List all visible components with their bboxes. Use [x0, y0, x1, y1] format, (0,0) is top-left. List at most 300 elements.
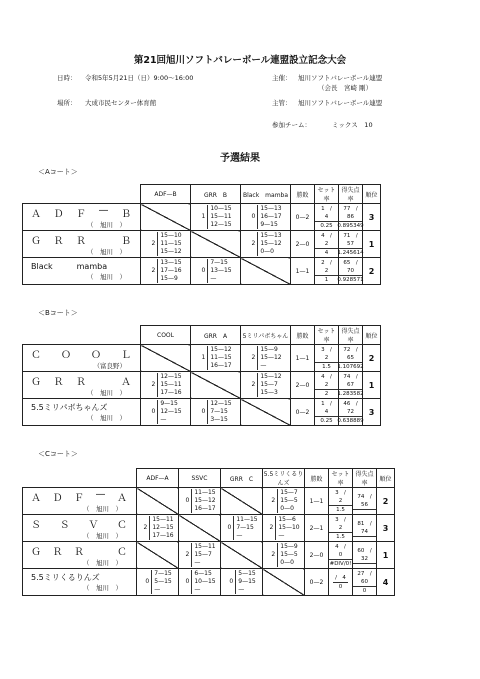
sets-won: 1 [201, 213, 206, 220]
point-rate-cell [339, 204, 363, 231]
sets-won: 2 [271, 497, 276, 504]
match-cell [241, 231, 291, 258]
match-score [241, 205, 290, 229]
set-rate-value: 1 [324, 276, 329, 283]
set-score: — [260, 362, 267, 369]
teams-label: 参加チーム： [272, 121, 311, 129]
column-header: COOL [141, 326, 191, 345]
team-name-char: Ｇ [31, 547, 42, 558]
team-name-char: — [95, 489, 107, 500]
match-cell [221, 515, 263, 542]
set-score: — [194, 586, 201, 593]
win-loss: 1—1 [291, 345, 315, 372]
match-cell [179, 542, 221, 569]
match-cell [241, 204, 291, 231]
point-rate-cell [353, 515, 377, 542]
set-score: 0—0 [280, 559, 294, 566]
corner-cell [23, 185, 141, 204]
team-name-char: Ｌ [121, 350, 132, 361]
stat-header: 勝敗 [305, 469, 329, 488]
set-rate [329, 489, 352, 514]
sets-won: 0 [227, 524, 232, 531]
point-rate [339, 373, 362, 398]
set-score: 9—15 [238, 578, 256, 585]
sets-won: 1 [201, 354, 206, 361]
set-score: 16—17 [194, 505, 216, 512]
team-name-char: Ｒ [52, 547, 64, 558]
set-rate-cell [315, 399, 339, 426]
stat-header: 順位 [363, 326, 381, 345]
team-name-char: Ｏ [61, 350, 72, 361]
match-score [191, 346, 240, 370]
header-row [23, 185, 381, 204]
sets-won: 0 [201, 267, 206, 274]
set-score: 0—0 [280, 505, 294, 512]
set-rate-cell [315, 372, 339, 399]
match-cell [263, 542, 305, 569]
team-name [23, 205, 140, 220]
set-score: 17—16 [152, 532, 174, 539]
set-score: 15—10 [160, 232, 182, 239]
point-rate [339, 400, 362, 425]
team-name-char: Ｇ [31, 377, 42, 388]
sets-won: 2 [151, 240, 156, 247]
point-rate-cell [339, 231, 363, 258]
set-scores [277, 489, 297, 513]
corner-cell [23, 469, 137, 488]
set-rate-cell [315, 345, 339, 372]
team-name-cell [23, 569, 137, 596]
team-name [23, 489, 136, 504]
set-scores [257, 346, 281, 370]
team-name-char: Ａ [121, 377, 132, 388]
rank: 3 [377, 515, 395, 542]
match-cell [191, 399, 241, 426]
document-title: 第21回旭川ソフトバレーボール連盟設立記念大会 [133, 55, 347, 66]
sets-won: 2 [251, 240, 256, 247]
set-scores [233, 516, 257, 540]
point-rate-cell [339, 399, 363, 426]
win-loss: 2—0 [305, 542, 329, 569]
team-name [23, 346, 140, 361]
column-header: ADF—A [137, 469, 179, 488]
sets-won: 2 [251, 354, 256, 361]
team-name-char: Ｄ [52, 493, 64, 504]
set-score: 15—12 [194, 497, 216, 504]
set-score: 7—15 [236, 524, 254, 531]
set-rate-value: 2 [324, 390, 329, 397]
self-match-cell [263, 569, 305, 596]
set-score: 15—13 [260, 205, 282, 212]
set-rate-cell [329, 542, 353, 569]
organizer-label: 主催： [272, 74, 292, 82]
set-rate-cell [315, 231, 339, 258]
self-match-cell [221, 542, 263, 569]
point-rate-value: 0.638889 [337, 417, 364, 424]
sets-won: 0 [251, 213, 256, 220]
set-score: 15—13 [260, 232, 282, 239]
win-loss: 0—2 [291, 399, 315, 426]
match-score [221, 516, 262, 540]
set-score: 7—15 [210, 408, 228, 415]
column-header: 5.5ミリくるりんズ [263, 469, 305, 488]
set-score: 12—15 [160, 373, 182, 380]
match-cell [263, 515, 305, 542]
match-score [191, 400, 240, 424]
set-ratio: 4 / 2 [315, 232, 338, 249]
header-row [23, 326, 381, 345]
rank: 1 [363, 231, 381, 258]
team-row [23, 569, 395, 596]
set-rate-cell [315, 258, 339, 285]
match-cell [179, 488, 221, 515]
set-rate-value: 1.5 [336, 533, 345, 540]
team-name-char [99, 232, 110, 247]
match-cell [141, 399, 191, 426]
set-score: 5—15 [238, 570, 256, 577]
point-rate-cell [353, 542, 377, 569]
organizer-sub: （会長 宮崎 剛） [318, 84, 373, 92]
set-score: 15—12 [210, 346, 232, 353]
set-score: 12—15 [210, 221, 232, 228]
match-score [191, 259, 240, 283]
set-score: 15—9 [280, 543, 298, 550]
self-match-cell [137, 488, 179, 515]
match-score [191, 205, 240, 229]
set-score: 12—15 [152, 524, 174, 531]
set-rate [315, 259, 338, 284]
match-score [141, 232, 190, 256]
point-rate-cell [339, 345, 363, 372]
point-rate-value: 0.895349 [337, 222, 364, 229]
date-value: 令和5年5月21日（日）9:00～16:00 [85, 74, 194, 82]
sets-won: 2 [185, 551, 190, 558]
set-scores [191, 570, 215, 594]
team-name-char: Ｂ [121, 236, 132, 247]
set-score: 15—6 [278, 516, 296, 523]
stat-header: 得失点率 [353, 469, 377, 488]
win-loss: 0—2 [291, 204, 315, 231]
sets-won: 0 [185, 578, 190, 585]
team-row [23, 345, 381, 372]
team-affiliation: （ 旭川 ） [87, 248, 126, 256]
set-score: 15—7 [194, 551, 212, 558]
set-score: 15—12 [260, 354, 282, 361]
win-loss: 1—1 [291, 258, 315, 285]
match-score [137, 570, 178, 594]
set-rate-value: #DIV/0! [329, 560, 352, 567]
team-name-cell [23, 231, 141, 258]
rank: 1 [363, 372, 381, 399]
match-cell [221, 569, 263, 596]
column-header: ADF—B [141, 185, 191, 204]
set-rate-value: 0.25 [320, 417, 333, 424]
set-score: 17—16 [160, 267, 182, 274]
results-table [22, 325, 381, 426]
column-header: SSVC [179, 469, 221, 488]
set-score: 11—15 [160, 240, 182, 247]
set-score: 15—7 [260, 381, 278, 388]
win-loss: 2—0 [291, 231, 315, 258]
set-scores [149, 516, 173, 540]
point-ratio: 74 / 56 [353, 493, 377, 510]
match-cell [241, 372, 291, 399]
sets-won: 0 [145, 578, 150, 585]
match-score [137, 516, 178, 540]
match-score [141, 373, 190, 397]
point-rate-cell [339, 372, 363, 399]
rank: 4 [377, 569, 395, 596]
match-score [179, 570, 220, 594]
set-score: 16—17 [210, 362, 232, 369]
sets-won: 2 [251, 381, 256, 388]
set-scores [207, 346, 231, 370]
set-rate-cell [329, 515, 353, 542]
set-scores [157, 259, 181, 283]
team-name-char [96, 543, 107, 558]
sets-won: 2 [269, 524, 274, 531]
team-name-cell [23, 258, 141, 285]
set-score: 15—11 [210, 213, 232, 220]
point-rate-value: 1.107692 [337, 363, 364, 370]
stat-header: 勝敗 [291, 185, 315, 204]
team-name-char: Ａ [31, 209, 42, 220]
team-name-char: Ｒ [76, 236, 87, 247]
point-ratio: 77 / 86 [339, 205, 363, 222]
win-loss: 2—0 [291, 372, 315, 399]
set-score: 9—15 [260, 221, 278, 228]
set-score: 13—15 [210, 267, 232, 274]
rank: 3 [363, 204, 381, 231]
team-name-char: Ｃ [116, 520, 128, 531]
team-name [23, 373, 140, 388]
host-value: 旭川ソフトバレーボール連盟 [298, 99, 383, 107]
sets-won: 0 [151, 408, 156, 415]
set-score: — [194, 559, 201, 566]
set-rate-cell [329, 569, 353, 596]
team-name [23, 232, 140, 247]
section-heading: 予選結果 [220, 153, 260, 164]
column-header: GRR A [191, 326, 241, 345]
team-name-cell [23, 399, 141, 426]
team-name-cell [23, 345, 141, 372]
set-scores [157, 373, 181, 397]
team-name-text: 5.5ミリパボちゃんズ [31, 403, 108, 412]
team-name [23, 402, 140, 413]
team-name-cell [23, 204, 141, 231]
corner-cell [23, 326, 141, 345]
point-ratio: 72 / 65 [339, 346, 363, 363]
self-match-cell [141, 204, 191, 231]
set-score: 17—16 [160, 389, 182, 396]
rank: 2 [363, 345, 381, 372]
set-rate-value: 1.5 [336, 506, 345, 513]
set-score: 10—15 [194, 578, 216, 585]
self-match-cell [221, 488, 263, 515]
team-affiliation: （ 旭川 ） [83, 532, 122, 540]
match-cell [141, 372, 191, 399]
match-score [263, 489, 304, 513]
set-score: 3—15 [210, 416, 228, 423]
set-score: 15—7 [280, 489, 298, 496]
match-cell [137, 515, 179, 542]
venue-value: 大成市民センター体育館 [85, 99, 157, 107]
team-row [23, 372, 381, 399]
set-score: 15—9 [260, 346, 278, 353]
match-score [221, 570, 262, 594]
set-score: — [154, 586, 161, 593]
team-name-char: Ｓ [59, 520, 71, 531]
set-score: 9—15 [160, 400, 178, 407]
set-rate [329, 543, 352, 568]
team-name-char: Ｃ [31, 350, 42, 361]
team-name-char: Ｒ [74, 547, 85, 558]
set-score: 15—10 [278, 524, 300, 531]
set-score: 15—3 [260, 389, 278, 396]
set-ratio: 1 / 4 [315, 205, 338, 222]
match-cell [191, 345, 241, 372]
team-row [23, 515, 395, 542]
organizer-value: 旭川ソフトバレーボール連盟 [298, 74, 383, 82]
point-rate-cell [353, 488, 377, 515]
self-match-cell [191, 372, 241, 399]
host-label: 主管： [272, 99, 292, 107]
point-rate [353, 570, 376, 595]
point-rate-value: 1.245614 [337, 249, 364, 256]
set-score: 0—0 [260, 248, 274, 255]
venue-label: 場所： [57, 99, 77, 107]
self-match-cell [191, 231, 241, 258]
match-cell [191, 258, 241, 285]
court-c-label: ＜Cコート＞ [38, 450, 78, 458]
set-score: 15—5 [280, 497, 298, 504]
date-label: 日時： [57, 74, 77, 82]
teams-value: ミックス 10 [332, 121, 373, 129]
court-b-label: ＜Bコート＞ [38, 309, 78, 317]
team-affiliation: （ 旭川 ） [87, 389, 126, 397]
team-name-text: 5.5ミリくるりんズ [31, 573, 100, 582]
team-name-cell [23, 488, 137, 515]
set-scores [257, 232, 281, 256]
point-ratio: 65 / 70 [339, 259, 363, 276]
rank: 2 [363, 258, 381, 285]
team-affiliation: （富良野） [93, 362, 126, 370]
self-match-cell [179, 515, 221, 542]
set-ratio: 3 / 2 [315, 346, 338, 363]
sets-won: 0 [201, 408, 206, 415]
team-row [23, 399, 381, 426]
self-match-cell [137, 542, 179, 569]
sets-won: 2 [271, 551, 276, 558]
point-rate [353, 493, 376, 510]
set-score: 12—15 [160, 408, 182, 415]
point-rate [339, 205, 362, 230]
team-row [23, 258, 381, 285]
team-affiliation: （ 旭川 ） [87, 273, 126, 281]
stat-header: 順位 [377, 469, 395, 488]
set-score: 15—9 [160, 275, 178, 282]
set-score: 11—15 [236, 516, 258, 523]
self-match-cell [241, 399, 291, 426]
team-row [23, 542, 395, 569]
team-name-text: Black mamba [31, 262, 108, 271]
team-name-char: — [98, 205, 110, 216]
team-name-char: Ａ [31, 493, 42, 504]
set-ratio: 4 / 2 [315, 373, 338, 390]
team-name-char: Ｆ [74, 493, 85, 504]
match-score [179, 489, 220, 513]
set-scores [207, 205, 231, 229]
match-score [263, 516, 304, 540]
point-ratio: 60 / 32 [353, 547, 377, 564]
set-rate-value: 0 [338, 583, 343, 590]
column-header: GRR B [191, 185, 241, 204]
set-score: — [238, 586, 245, 593]
stat-header: セット率 [315, 185, 339, 204]
set-scores [277, 543, 297, 567]
set-ratio: 3 / 2 [329, 489, 352, 506]
team-name [23, 516, 136, 531]
point-rate-cell [339, 258, 363, 285]
column-header: GRR C [221, 469, 263, 488]
team-name [23, 543, 136, 558]
team-name [23, 572, 136, 583]
set-score: 12—15 [210, 400, 232, 407]
set-scores [151, 570, 171, 594]
stat-header: 勝敗 [291, 326, 315, 345]
set-rate [315, 205, 338, 230]
sets-won: 0 [229, 578, 234, 585]
column-header: 5ミリパボちゃん [241, 326, 291, 345]
team-name-cell [23, 515, 137, 542]
set-scores [207, 400, 231, 424]
set-scores [257, 205, 281, 229]
team-name-char: Ａ [117, 493, 128, 504]
set-rate [315, 346, 338, 371]
header-row [23, 469, 395, 488]
match-cell [191, 204, 241, 231]
set-score: 15—11 [160, 381, 182, 388]
set-rate-cell [329, 488, 353, 515]
rank: 3 [363, 399, 381, 426]
set-ratio: 2 / 2 [315, 259, 338, 276]
set-rate-cell [315, 204, 339, 231]
match-score [263, 543, 304, 567]
set-score: — [160, 416, 167, 423]
set-score: 15—12 [260, 373, 282, 380]
point-rate [339, 346, 362, 371]
sets-won: 0 [185, 497, 190, 504]
set-scores [157, 400, 181, 424]
team-affiliation: （ 旭川 ） [83, 559, 122, 567]
set-scores [257, 373, 281, 397]
team-affiliation: （ 旭川 ） [83, 505, 122, 513]
self-match-cell [141, 345, 191, 372]
set-scores [207, 259, 231, 283]
team-name-char: Ｖ [88, 520, 100, 531]
point-rate-cell [353, 569, 377, 596]
stat-header: 得失点率 [339, 326, 363, 345]
match-cell [141, 231, 191, 258]
team-name-char: Ｒ [53, 377, 65, 388]
stat-header: 得失点率 [339, 185, 363, 204]
team-row [23, 488, 395, 515]
set-score: 7—15 [154, 570, 172, 577]
set-rate-value: 4 [324, 249, 329, 256]
point-ratio: 27 / 60 [353, 570, 377, 587]
match-score [141, 400, 190, 424]
point-ratio: 74 / 67 [339, 373, 363, 390]
